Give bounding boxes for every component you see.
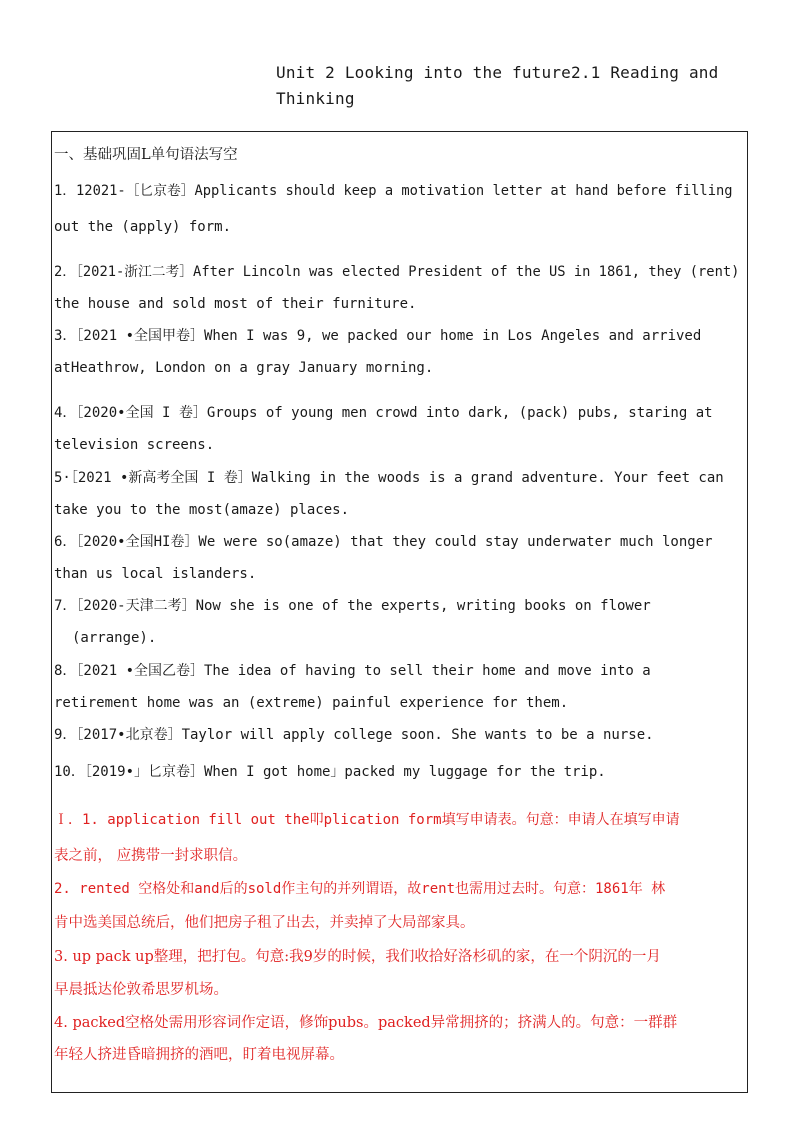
question-6-line-1: 6．［2020•全国HI卷］We were so(amaze) that they could stay underwater much longer xyxy=(54,534,713,550)
question-6-line-2: than us local islanders. xyxy=(54,566,257,582)
answer-2-line-1: 2. rented 空格处和and后的sold作主句的并列谓语，故rent也需用过去时。句意：1861年 林 xyxy=(54,881,666,897)
question-4-line-2: television screens. xyxy=(54,437,215,453)
answer-3-line-1: 3. up pack up整理，把打包。句意:我9岁的时候，我们收拾好洛杉矶的家，在一个阴沉的一月 xyxy=(54,949,661,965)
answer-1-line-2: 表之前， 应携带一封求职信。 xyxy=(54,848,248,864)
answer-3-line-2: 早晨抵达伦敦希思罗机场。 xyxy=(54,982,228,998)
question-7-line-1: 7．［2020-天津二考］Now she is one of the experts, writing books on flower xyxy=(54,598,651,614)
title-line-2: Thinking xyxy=(276,89,355,108)
answer-4-line-1: 4. packed空格处需用形容词作定语，修饰pubs。packed异常拥挤的；挤满人的。句意：一群群 xyxy=(54,1015,678,1031)
exercise-box xyxy=(51,131,748,1093)
question-4-line-1: 4．［2020•全国 I 卷］Groups of young men crowd into dark, (pack) pubs, staring at xyxy=(54,405,713,421)
question-1-line-2: out the (apply) form. xyxy=(54,219,232,235)
question-10-line-1: 10．［2019•」匕京卷］When I got home」packed my luggage for the trip. xyxy=(54,764,606,780)
question-1-line-1: 1．12021-［匕京卷］Applicants should keep a motivation letter at hand before filling xyxy=(54,183,733,199)
question-8-line-1: 8．［2021 •全国乙卷］The idea of having to sell their home and move into a xyxy=(54,663,651,679)
section-heading: 一、基础巩固L单句语法写空 xyxy=(54,147,238,163)
title-line-1: Unit 2 Looking into the future2.1 Reading and xyxy=(276,63,719,82)
question-9-line-1: 9．［2017•北京卷］Taylor will apply college soon. She wants to be a nurse. xyxy=(54,727,654,743)
question-5-line-1: 5·［2021 •新高考全国 I 卷］Walking in the woods is a grand adventure. Your feet can xyxy=(54,470,724,486)
answer-4-line-2: 年轻人挤进昏暗拥挤的酒吧，盯着电视屏幕。 xyxy=(54,1047,344,1063)
question-8-line-2: retirement home was an (extreme) painful experience for them. xyxy=(54,695,569,711)
document-title xyxy=(276,60,746,112)
answer-1-line-1: Ｉ．1. application fill out the叩plication form填写申请表。句意：申请人在填写申请 xyxy=(54,812,680,828)
answer-2-line-2: 肯中选美国总统后，他们把房子租了出去，并卖掉了大局部家具。 xyxy=(54,915,475,931)
question-3-line-2: atHeathrow, London on a gray January morning. xyxy=(54,360,434,376)
question-2-line-2: the house and sold most of their furniture. xyxy=(54,296,417,312)
question-3-line-1: 3．［2021 •全国甲卷］When I was 9, we packed our home in Los Angeles and arrived xyxy=(54,328,702,344)
question-7-line-2: (arrange). xyxy=(72,630,157,646)
question-2-line-1: 2．［2021-浙江二考］After Lincoln was elected President of the US in 1861, they (rent) xyxy=(54,264,740,280)
question-5-line-2: take you to the most(amaze) places. xyxy=(54,502,350,518)
